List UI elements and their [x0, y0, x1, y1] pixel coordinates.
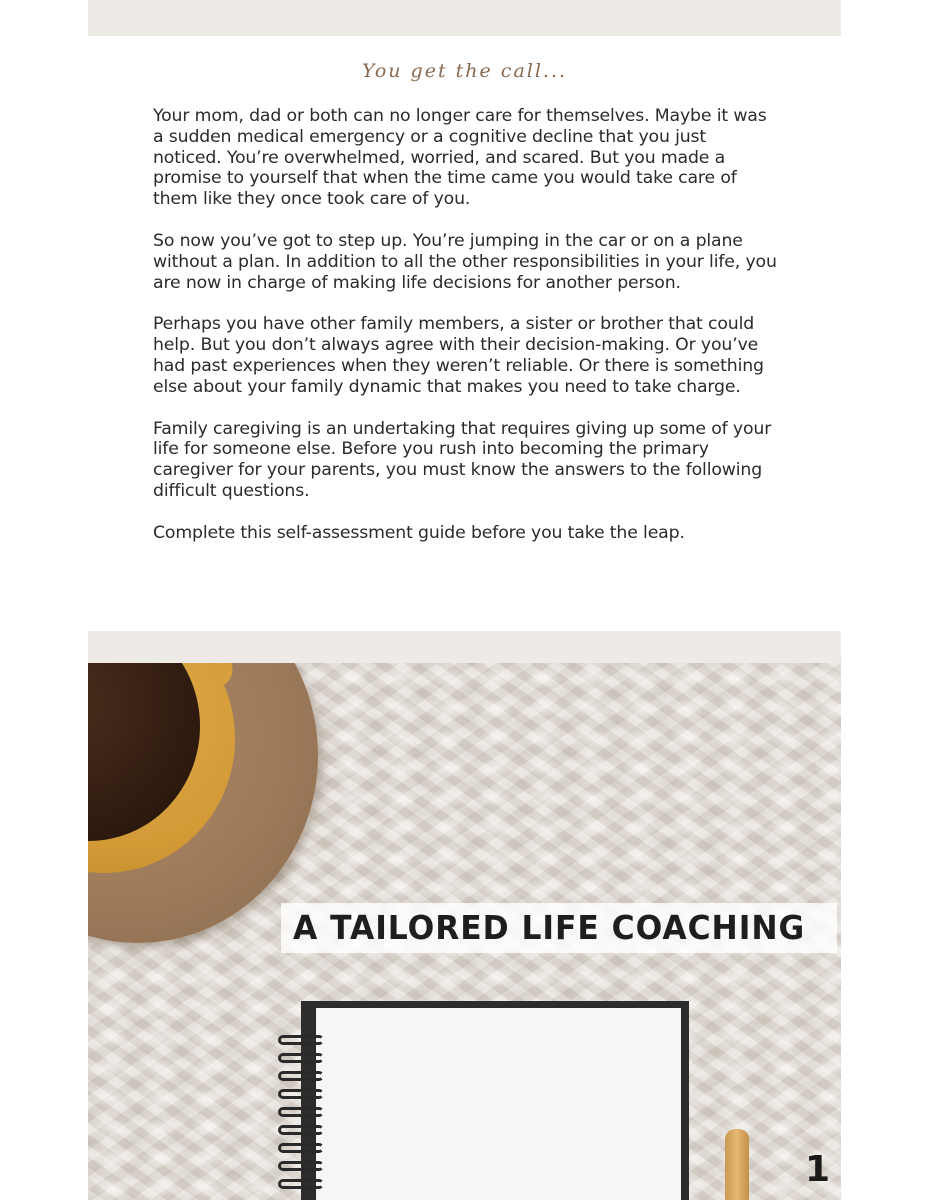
spiral-ring: [278, 1071, 324, 1081]
middle-color-band: [88, 631, 841, 663]
spiral-ring: [278, 1125, 324, 1135]
paragraph-3: Perhaps you have other family members, a sister or brother that could help. But you don’t always agree with their decision-making. Or you’ve had past experiences when they weren’t reliable. Or there is something else about your family dynamic that makes you need to take charge.: [153, 314, 764, 397]
page-number: 1: [805, 1149, 831, 1190]
spiral-ring: [278, 1053, 324, 1063]
pencil-icon: [725, 1129, 749, 1200]
paragraph-1: Your mom, dad or both can no longer care for themselves. Maybe it was a sudden medical emergency or a cognitive decline that you just noticed. You’re overwhelmed, worried, and scared. But you made a promise to yourself that when the time came you would take care of them like they once took care of you.: [153, 106, 767, 210]
spiral-ring: [278, 1143, 324, 1153]
paragraph-5: Complete this self-assessment guide before you take the leap.: [153, 522, 685, 543]
top-color-band: [88, 0, 841, 36]
spiral-ring: [278, 1035, 324, 1045]
spiral-ring: [278, 1107, 324, 1117]
section-heading: You get the call...: [361, 60, 568, 82]
spiral-ring: [278, 1179, 324, 1189]
paragraph-4: Family caregiving is an undertaking that requires giving up some of your life for someone else. Before you rush into becoming the primary caregiver for your parents, you must know the answers to the following difficult questions.: [153, 418, 772, 501]
spiral-ring: [278, 1161, 324, 1171]
cover-photo: [88, 663, 841, 1200]
paragraph-2: So now you’ve got to step up. You’re jumping in the car or on a plane without a plan. In addition to all the other responsibilities in your life, you are now in charge of making life decisions for another person.: [153, 230, 777, 293]
banner-title: A TAILORED LIFE COACHING: [293, 908, 806, 947]
spiral-ring: [278, 1089, 324, 1099]
spiral-notebook-icon: [316, 1008, 681, 1200]
body-text: [153, 106, 778, 565]
